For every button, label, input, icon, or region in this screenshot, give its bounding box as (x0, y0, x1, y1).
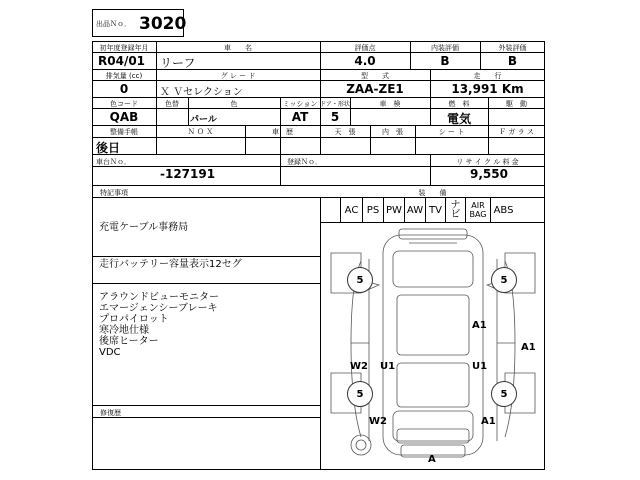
repair-history-label: 修復歴 (100, 409, 121, 417)
car-diagram (321, 223, 544, 469)
equipment-cell: TV (425, 198, 445, 222)
first-registration: R04/01 (98, 54, 146, 68)
damage-a1-right-door: A1 (472, 320, 487, 331)
equipment-cell: AC (340, 198, 362, 222)
mission-label: ミッション (282, 100, 318, 108)
fuel-label: 燃 料 (448, 100, 470, 108)
score: 4.0 (354, 54, 376, 68)
recycle-label: リ サ イ ク ル 料 金 (456, 158, 519, 166)
equipment-label: 装 備 (418, 189, 447, 197)
model-label: 車 名 (224, 44, 252, 52)
listing-number: 3020 (139, 14, 187, 34)
model-name: リーフ (160, 56, 196, 70)
listing-number-box (92, 9, 187, 37)
displacement-label: 排気量 (cc) (105, 72, 143, 80)
doors: 5 (330, 110, 340, 124)
grade: Ｘ Ｖセレクション (160, 87, 243, 98)
damage-a1-right: A1 (521, 342, 536, 353)
equipment-cell-blank (320, 198, 340, 222)
equipment-cell: AIR BAG (465, 198, 490, 222)
damage-a-rear: A (428, 454, 436, 465)
exterior-grade: B (507, 54, 518, 68)
equipment-cell: ABS (490, 198, 516, 222)
glass-label: Ｆ ガ ラ ス (499, 128, 534, 136)
nox-label: Ｎ Ｏ Ｘ (187, 128, 214, 136)
year-label: 初年度登録年月 (99, 44, 149, 52)
score-label: 評価点 (354, 44, 376, 52)
tire-front-right: 5 (491, 267, 517, 293)
chassis-label: 車台Ｎｏ． (96, 158, 131, 166)
listing-number-label: 出品Ｎｏ． (96, 20, 131, 28)
mileage-label: 走 行 (473, 72, 502, 80)
mission: AT (291, 110, 309, 124)
tire-front-left: 5 (347, 267, 373, 293)
equipment-cell: ナビ (445, 198, 465, 222)
damage-w2-rear: W2 (369, 416, 387, 427)
interior-lining-label: 内 張 (382, 128, 403, 136)
interior-label: 内装評価 (431, 44, 459, 52)
mileage: 13,991 Km (451, 82, 524, 96)
grade-label: グ レ ー ド (220, 72, 256, 80)
note-line-3: アラウンドビューモニター エマージェンシーブレーキ プロパイロット 寒冷地仕様 後席ヒーター VDC (99, 292, 219, 358)
manual-label: 整備手帳 (110, 128, 138, 136)
chassis-number: -127191 (160, 167, 216, 181)
color-label: 色 (230, 100, 238, 108)
color-code-label: 色コード (110, 100, 138, 108)
color-type: パール (190, 115, 217, 125)
damage-w2-left: W2 (350, 361, 368, 372)
seat-label: シ ー ト (438, 128, 465, 136)
inspection-label: 車 検 (379, 100, 401, 108)
fuel: 電気 (446, 112, 471, 126)
tire-rear-right: 5 (491, 381, 517, 407)
interior-grade: B (440, 54, 450, 68)
drive-label: 駆 動 (506, 100, 527, 108)
equipment-cell: AW (404, 198, 425, 222)
manual: 後日 (96, 141, 121, 155)
recycle-fee: 9,550 (470, 167, 508, 181)
tire-rear-left: 5 (347, 381, 373, 407)
notes-label: 特記事項 (100, 189, 128, 197)
note-line-1: 充電ケーブル事務局 (99, 222, 189, 233)
color-code: QAB (109, 110, 139, 124)
damage-a1-rear: A1 (481, 416, 496, 427)
exterior-label: 外装評価 (498, 44, 527, 52)
displacement: 0 (119, 82, 129, 96)
doors-label: ドア・形状 (320, 101, 350, 108)
registration-label: 登録Ｎｏ． (287, 158, 322, 166)
history-label: 車 歴 (272, 128, 293, 136)
sunroof-label: 天 張 (334, 128, 356, 136)
note-line-2: 走行バッテリー容量表示12セグ (99, 259, 242, 270)
vehicle-type: ZAA-ZE1 (346, 82, 404, 96)
color-type-label: 色替 (165, 100, 179, 108)
damage-u1-right: U1 (472, 361, 488, 372)
damage-u1-left: U1 (380, 361, 396, 372)
type-label: 型 式 (361, 72, 389, 80)
equipment-cell: PW (383, 198, 404, 222)
equipment-cell: PS (362, 198, 383, 222)
